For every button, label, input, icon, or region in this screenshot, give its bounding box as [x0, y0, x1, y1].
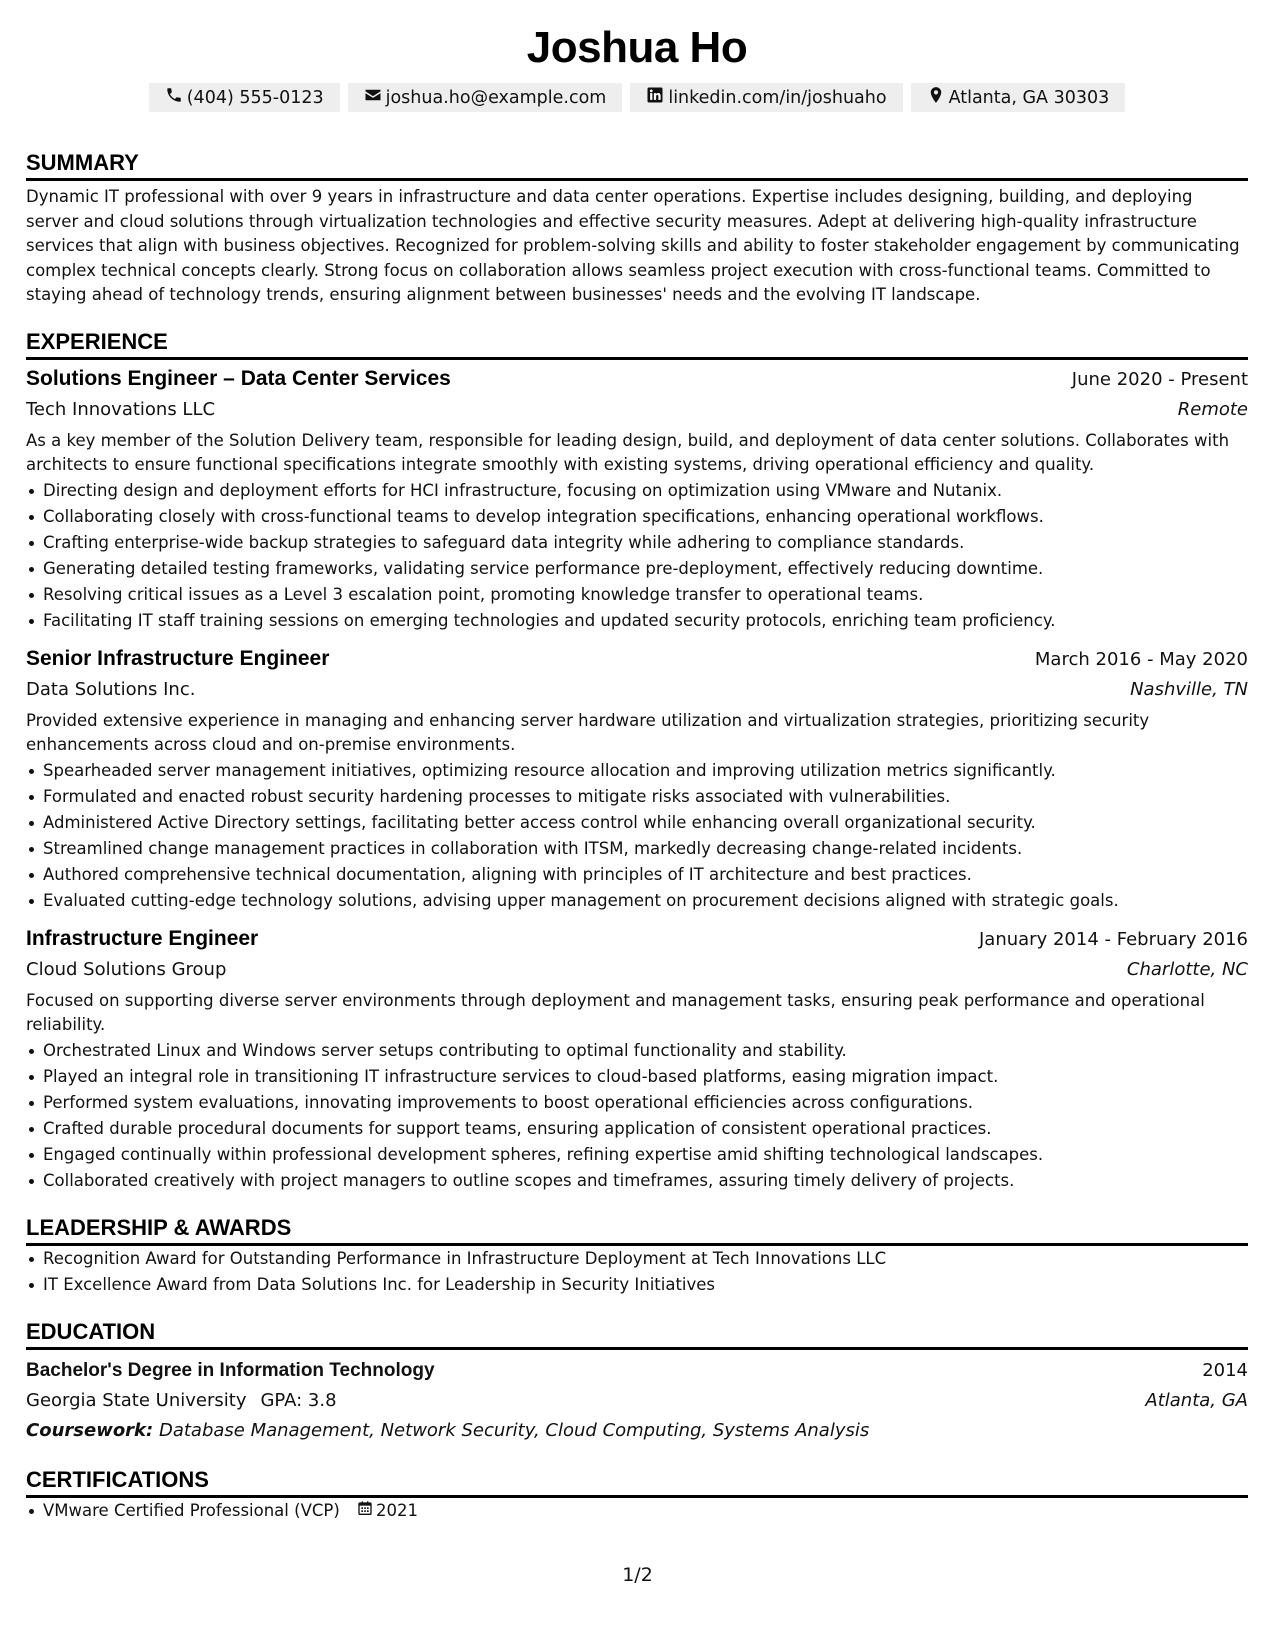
job-dates: January 2014 - February 2016: [979, 928, 1248, 950]
job-title: Senior Infrastructure Engineer: [26, 646, 330, 670]
job-title: Solutions Engineer – Data Center Services: [26, 366, 451, 390]
job-bullet: Spearheaded server management initiatives, optimizing resource allocation and improving utilization metrics significantly.: [43, 758, 1248, 784]
job-company: Data Solutions Inc.: [26, 678, 196, 700]
job-location: Remote: [1177, 398, 1248, 420]
job-dates: June 2020 - Present: [1071, 368, 1248, 390]
job-location: Charlotte, NC: [1126, 958, 1248, 980]
job-bullet: Directing design and deployment efforts for HCI infrastructure, focusing on optimization using VMware and Nutanix.: [43, 478, 1248, 504]
coursework: [26, 1416, 1248, 1446]
calendar-icon: [357, 1498, 373, 1524]
job-entry: [26, 364, 1248, 634]
job-bullet: Engaged continually within professional development spheres, refining expertise amid shifting technological landscapes.: [43, 1142, 1248, 1168]
job-entry: [26, 924, 1248, 1194]
job-description: Focused on supporting diverse server environments through deployment and management tasks, ensuring peak performance and operational reliability.: [26, 990, 1205, 1034]
job-bullet: Generating detailed testing frameworks, validating service performance pre-deployment, effectively reducing downtime.: [43, 556, 1248, 582]
gpa: GPA: 3.8: [260, 1389, 337, 1411]
job-bullet: Orchestrated Linux and Windows server setups contributing to optimal functionality and stability.: [43, 1038, 1248, 1064]
linkedin-text: linkedin.com/in/joshuaho: [668, 87, 887, 108]
job-bullet: Streamlined change management practices in collaboration with ITSM, markedly decreasing change-related incidents.: [43, 836, 1248, 862]
job-bullet: Performed system evaluations, innovating improvements to boost operational efficiencies across configurations.: [43, 1090, 1248, 1116]
page-number: 1/2: [622, 1564, 653, 1586]
leadership-heading: LEADERSHIP & AWARDS: [26, 1214, 1248, 1246]
education-heading: EDUCATION: [26, 1318, 1248, 1350]
job-bullet: Evaluated cutting-edge technology solutions, advising upper management on procurement decisions aligned with strategic goals.: [43, 888, 1248, 914]
education-section: [26, 1318, 1248, 1446]
experience-heading: EXPERIENCE: [26, 328, 1248, 360]
map-pin-icon: [927, 86, 945, 109]
job-bullet: Collaborated creatively with project managers to outline scopes and timeframes, assuring timely delivery of projects.: [43, 1168, 1248, 1194]
contact-linkedin[interactable]: [630, 83, 902, 112]
contact-location: [911, 83, 1126, 112]
job-entry: [26, 644, 1248, 914]
job-bullets: [26, 758, 1248, 914]
job-description: Provided extensive experience in managing and enhancing server hardware utilization and virtualization strategies, prioritizing security enhancements across cloud and on-premise environments.: [26, 710, 1150, 754]
coursework-label: Coursework:: [26, 1419, 154, 1441]
graduation-year: 2014: [1202, 1359, 1248, 1381]
certification-name: VMware Certified Professional (VCP): [43, 1500, 340, 1520]
job-list: [26, 364, 1248, 1194]
phone-icon: [165, 86, 183, 109]
certification-year: 2021: [376, 1500, 419, 1520]
job-company: Tech Innovations LLC: [26, 398, 216, 420]
job-description: As a key member of the Solution Delivery team, responsible for leading design, build, and deployment of data center solutions. Collaborates with architects to ensure functional specifications integrate smoothly with existing systems, driving operational efficiency and quality.: [26, 430, 1230, 474]
envelope-icon: [364, 86, 382, 109]
experience-section: [26, 328, 1248, 1194]
school-name: Georgia State University: [26, 1389, 247, 1411]
location-text: Atlanta, GA 30303: [948, 87, 1110, 108]
job-bullet: Formulated and enacted robust security hardening processes to mitigate risks associated with vulnerabilities.: [43, 784, 1248, 810]
candidate-name: Joshua Ho: [526, 23, 748, 72]
job-location: Nashville, TN: [1130, 678, 1248, 700]
leadership-section: [26, 1214, 1248, 1298]
job-bullet: Played an integral role in transitioning IT infrastructure services to cloud-based platforms, easing migration impact.: [43, 1064, 1248, 1090]
school-location: Atlanta, GA: [1145, 1389, 1248, 1411]
certification-list: [26, 1498, 1248, 1524]
linkedin-icon: [646, 86, 664, 109]
job-bullet: Collaborating closely with cross-functional teams to develop integration specifications, enhancing operational workflows.: [43, 504, 1248, 530]
award-item: IT Excellence Award from Data Solutions Inc. for Leadership in Security Initiatives: [43, 1272, 1248, 1298]
job-bullet: Facilitating IT staff training sessions on emerging technologies and updated security protocols, enriching team proficiency.: [43, 608, 1248, 634]
certification-item: [43, 1498, 1248, 1524]
phone-text: (404) 555-0123: [186, 87, 324, 108]
summary-text: Dynamic IT professional with over 9 years in infrastructure and data center operations. Expertise includes designing, building, and deploying server and cloud solutions through virtualization technologies and effective security measures. Adept at delivering high-quality infrastructure services that align with business objectives. Recognized for problem-solving skills and ability to foster stakeholder engagement by communicating complex technical concepts clearly. Strong focus on collaboration allows seamless project execution with cross-functional teams. Committed to staying ahead of technology trends, ensuring alignment between businesses' needs and the evolving IT landscape.: [26, 187, 1240, 304]
job-title: Infrastructure Engineer: [26, 926, 259, 950]
job-bullet: Crafted durable procedural documents for support teams, ensuring application of consistent operational practices.: [43, 1116, 1248, 1142]
summary-heading: SUMMARY: [26, 149, 1248, 181]
job-bullet: Authored comprehensive technical documentation, aligning with principles of IT architecture and best practices.: [43, 862, 1248, 888]
award-item: Recognition Award for Outstanding Performance in Infrastructure Deployment at Tech Innovations LLC: [43, 1246, 1248, 1272]
job-bullets: [26, 478, 1248, 634]
job-company: Cloud Solutions Group: [26, 958, 227, 980]
job-dates: March 2016 - May 2020: [1034, 648, 1248, 670]
certifications-heading: CERTIFICATIONS: [26, 1466, 1248, 1498]
job-bullet: Resolving critical issues as a Level 3 escalation point, promoting knowledge transfer to operational teams.: [43, 582, 1248, 608]
contact-bar: [26, 83, 1248, 112]
job-bullet: Administered Active Directory settings, facilitating better access control while enhancing overall organizational security.: [43, 810, 1248, 836]
email-text: joshua.ho@example.com: [385, 87, 607, 108]
job-bullets: [26, 1038, 1248, 1194]
resume-page: [26, 0, 1248, 1524]
degree-title: Bachelor's Degree in Information Technology: [26, 1359, 435, 1381]
certifications-section: [26, 1466, 1248, 1524]
summary-section: [26, 149, 1248, 308]
coursework-list: Database Management, Network Security, Cloud Computing, Systems Analysis: [158, 1419, 870, 1441]
job-bullet: Crafting enterprise-wide backup strategies to safeguard data integrity while adhering to compliance standards.: [43, 530, 1248, 556]
contact-phone[interactable]: [149, 83, 340, 112]
awards-list: [26, 1246, 1248, 1298]
contact-email[interactable]: [348, 83, 623, 112]
